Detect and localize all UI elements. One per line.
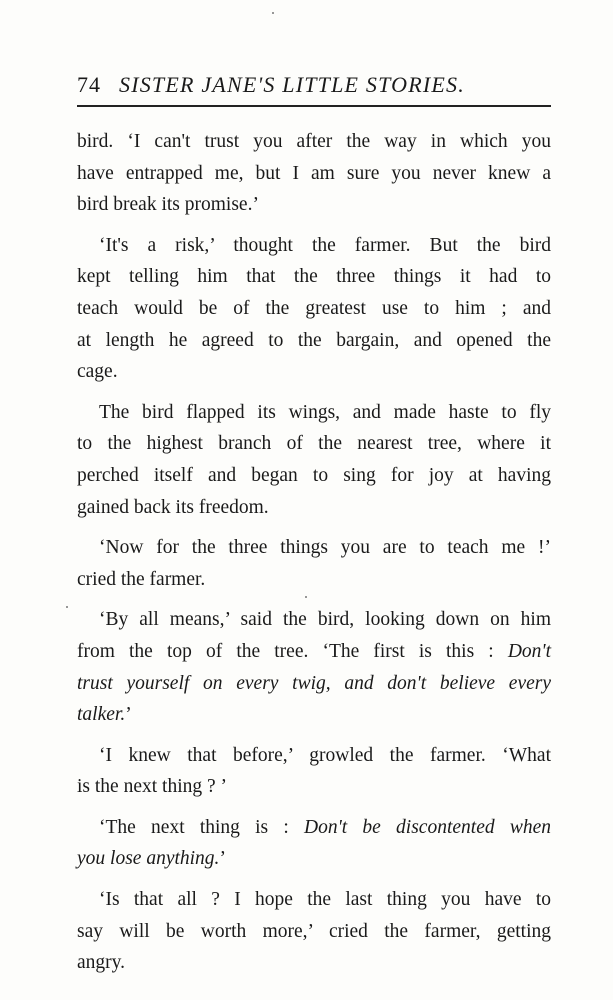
- line-text: ‘By all means,’ said the bird, looking down on him: [99, 609, 551, 631]
- text-line: [77, 884, 551, 916]
- line-text: to the highest branch of the nearest tree, where it: [77, 433, 551, 455]
- line-text: The bird flapped its wings, and made haste to fly: [99, 401, 551, 423]
- italic-text: talker.: [77, 704, 126, 726]
- book-title: SISTER JANE'S LITTLE STORIES.: [119, 72, 465, 97]
- header-rule: [77, 105, 551, 107]
- text-line: [77, 699, 551, 731]
- text-line: [77, 325, 551, 357]
- line-text: ‘Now for the three things you are to teach me !’: [99, 537, 551, 559]
- paragraph: [77, 532, 551, 595]
- paragraph: [77, 812, 551, 875]
- paragraph-gap: [77, 221, 551, 230]
- text-line: [77, 916, 551, 948]
- text-line: [77, 428, 551, 460]
- line-text: have entrapped me, but I am sure you never knew a: [77, 162, 551, 184]
- text-line: [77, 812, 551, 844]
- text-line: [77, 460, 551, 492]
- line-text: say will be worth more,’ cried the farmer, getting: [77, 920, 551, 942]
- text-line: [77, 492, 551, 524]
- text-line: [77, 668, 551, 700]
- paragraph: [77, 397, 551, 523]
- italic-text: you lose anything.: [77, 848, 220, 870]
- text-line: [77, 843, 551, 875]
- paragraph-gap: [77, 803, 551, 812]
- line-text: ‘I knew that before,’ growled the farmer. ‘What: [99, 744, 551, 766]
- text-line: [77, 532, 551, 564]
- line-text: at length he agreed to the bargain, and opened the: [77, 329, 551, 351]
- paragraph-gap: [77, 731, 551, 740]
- running-head: [77, 68, 551, 102]
- line-text: bird. ‘I can't trust you after the way in which you: [77, 131, 551, 152]
- paper-speck: [272, 12, 274, 14]
- line-text: gained back its freedom.: [77, 496, 269, 518]
- paragraph: [77, 230, 551, 388]
- text-line: [77, 740, 551, 772]
- italic-text: Don't be discontented when: [304, 816, 551, 838]
- paragraph-gap: [77, 595, 551, 604]
- line-text: cage.: [77, 361, 118, 383]
- text-line: [77, 356, 551, 388]
- text-line: [77, 261, 551, 293]
- text-line: [77, 397, 551, 429]
- line-text: bird break its promise.’: [77, 194, 259, 216]
- line-text: from the top of the tree. ‘The first is this :: [77, 640, 508, 662]
- line-text: ‘Is that all ? I hope the last thing you have to: [99, 889, 551, 911]
- text-line: [77, 189, 551, 221]
- paper-speck: [66, 606, 68, 608]
- body-text: [77, 126, 551, 979]
- line-text: ‘The next thing is :: [99, 816, 305, 838]
- text-line: [77, 564, 551, 596]
- line-text: perched itself and began to sing for joy at having: [77, 464, 551, 486]
- paragraph-gap: [77, 388, 551, 397]
- text-line: [77, 230, 551, 262]
- text-line: [77, 604, 551, 636]
- text-line: [77, 636, 551, 668]
- line-text: ‘It's a risk,’ thought the farmer. But the bird: [99, 234, 551, 256]
- line-text-after: ’: [219, 848, 226, 870]
- text-line: [77, 771, 551, 803]
- line-text: angry.: [77, 952, 126, 974]
- line-text: teach would be of the greatest use to him ; and: [77, 297, 551, 319]
- paragraph: [77, 126, 551, 221]
- text-line: [77, 293, 551, 325]
- line-text: cried the farmer.: [77, 568, 206, 590]
- line-text-after: ’: [125, 704, 132, 726]
- paragraph: [77, 740, 551, 803]
- italic-text: Don't: [507, 640, 551, 662]
- paragraph: [77, 884, 551, 979]
- line-text: is the next thing ? ’: [77, 776, 228, 798]
- text-line: [77, 126, 551, 158]
- italic-text: trust yourself on every twig, and don't believe every: [77, 672, 551, 694]
- page-number: 74: [77, 72, 101, 97]
- line-text: kept telling him that the three things it had to: [77, 266, 551, 288]
- paragraph: [77, 604, 551, 730]
- text-line: [77, 947, 551, 979]
- text-line: [77, 158, 551, 190]
- paper-speck: [305, 596, 307, 598]
- paragraph-gap: [77, 523, 551, 532]
- paragraph-gap: [77, 875, 551, 884]
